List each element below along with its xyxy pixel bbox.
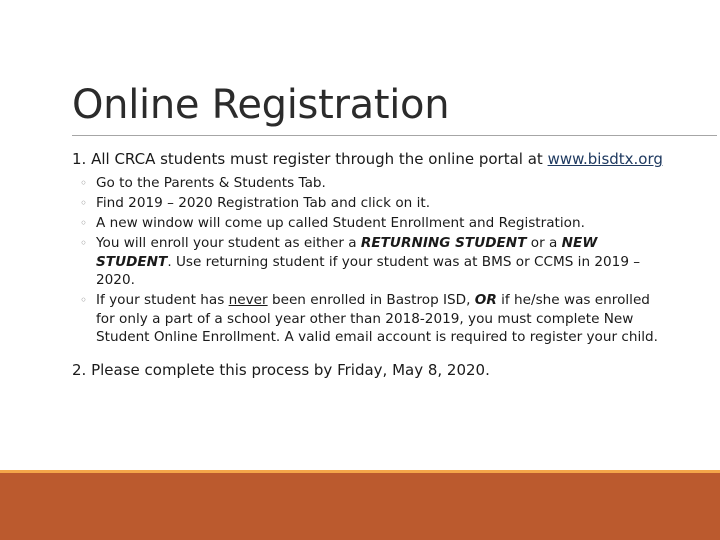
list-item — [72, 234, 672, 290]
footer-band — [0, 473, 720, 540]
title-divider — [72, 135, 717, 136]
bullet-circle-icon: ◦ — [80, 236, 88, 250]
returning-student-emphasis: RETURNING STUDENT — [360, 235, 527, 251]
instruction-list — [72, 174, 672, 347]
registration-intro — [72, 150, 672, 169]
new-student-emphasis: NEW STUDENT — [96, 235, 598, 270]
list-item-text: Find 2019 – 2020 Registration Tab and click on it. — [96, 195, 431, 211]
list-item-text: or a — [526, 235, 562, 251]
list-item — [72, 291, 672, 347]
bullet-circle-icon: ◦ — [80, 293, 88, 307]
portal-link[interactable]: www.bisdtx.org — [547, 150, 663, 168]
registration-intro-text: 1. All CRCA students must register through the online portal at — [72, 150, 543, 168]
list-item — [72, 194, 672, 213]
slide-title: Online Registration — [72, 82, 450, 128]
list-item-text: been enrolled in Bastrop ISD, — [267, 292, 475, 308]
or-emphasis: OR — [474, 292, 497, 308]
never-emphasis: never — [228, 292, 268, 308]
list-item-text: if he/she was enrolled for only a part of a school year other than 2018-2019, you must complete New Student Online Enrollment. A valid email account is required to register your child. — [96, 292, 658, 345]
list-item-text: . Use returning student if your student was at BMS or CCMS in 2019 – 2020. — [96, 253, 641, 288]
deadline-text: 2. Please complete this process by Friday, May 8, 2020. — [72, 360, 490, 379]
slide-content — [72, 150, 672, 380]
bullet-circle-icon: ◦ — [80, 216, 88, 230]
list-item-text: Go to the Parents & Students Tab. — [96, 175, 326, 191]
list-item — [72, 214, 672, 233]
list-item-text: If your student has — [96, 292, 229, 308]
list-item-text: You will enroll your student as either a — [96, 235, 361, 251]
list-item — [72, 174, 672, 193]
bullet-circle-icon: ◦ — [80, 176, 88, 190]
list-item-text: A new window will come up called Student Enrollment and Registration. — [96, 215, 585, 231]
bullet-circle-icon: ◦ — [80, 196, 88, 210]
